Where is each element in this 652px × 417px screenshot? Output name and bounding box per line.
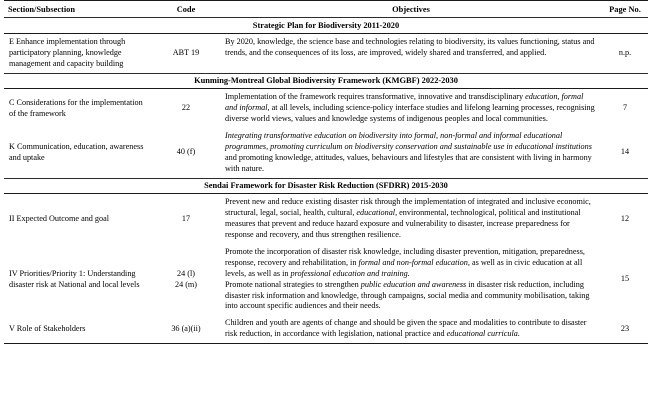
group-header-row	[4, 73, 648, 89]
cell-section: IV Priorities/Priority 1: Understanding disaster risk at National and local levels	[9, 268, 140, 289]
group-header-row	[4, 178, 648, 194]
group-title-kmgbf: Kunming-Montreal Global Biodiversity Framework (KMGBF) 2022-2030	[4, 73, 648, 89]
group-title-sfdrr: Sendai Framework for Disaster Risk Reduction (SFDRR) 2015-2030	[4, 178, 648, 194]
table-body	[4, 18, 648, 344]
cell-page-number: n.p.	[618, 47, 632, 57]
cell-objectives	[220, 244, 602, 315]
column-header-page: Page No.	[602, 1, 648, 18]
cell-code: 24 (m)	[174, 279, 198, 289]
cell-objectives	[220, 194, 602, 244]
cell-page-number: 12	[620, 213, 630, 223]
table-row	[4, 244, 648, 315]
objective-paragraph: Integrating transformative education on biodiversity into formal, non-formal and informal educational programmes, promoting curriculum on biodiversity conservation and sustainable use in educational institutions and promoting knowledge, attitudes, values, behaviours and lifestyles that are consistent with living in harmony with nature.	[225, 130, 592, 173]
cell-code-group	[152, 244, 220, 315]
cell-page-number: 15	[620, 274, 630, 284]
cell-code: ABT 19	[172, 47, 200, 57]
cell-page-number: 23	[602, 315, 648, 343]
cell-code: 36 (a)(ii)	[152, 315, 220, 343]
group-header-row	[4, 18, 648, 34]
objectives-table	[4, 0, 648, 344]
column-header-code: Code	[152, 1, 220, 18]
cell-section: V Role of Stakeholders	[4, 315, 152, 343]
objective-paragraph: Children and youth are agents of change and should be given the space and modalities to contribute to disaster risk reduction, in accordance with legislation, national practice and educational curricula.	[225, 318, 587, 339]
cell-objectives	[220, 128, 602, 178]
table-row	[4, 128, 648, 178]
cell-code: 24 (l)	[177, 268, 195, 278]
column-header-section: Section/Subsection	[4, 1, 152, 18]
objective-paragraph: Promote national strategies to strengthen public education and awareness in disaster risk reduction, including disaster risk information and knowledge, through campaigns, social media and community mobilisation, taking into account specific audiences and their needs.	[225, 279, 590, 311]
cell-objectives	[220, 89, 602, 128]
cell-section: E Enhance implementation through participatory planning, knowledge management and capacity building	[9, 36, 126, 68]
objective-paragraph: Implementation of the framework requires transformative, innovative and transdisciplinary education, formal and informal, at all levels, including science-policy interface studies and lifelong learning processes, recognising diverse world views, values and knowledge systems of indigenous peoples and local communities.	[225, 92, 595, 124]
cell-code: 40 (f)	[176, 147, 196, 157]
objective-paragraph: Prevent new and reduce existing disaster risk through the implementation of integrated and inclusive economic, structural, legal, social, health, cultural, educational, environmental, technological, political and institutional measures that prevent and reduce hazard exposure and vulnerability to disaster, increase preparedness for response and recovery, and thus strengthen resilience.	[225, 197, 591, 239]
column-header-objectives: Objectives	[220, 1, 602, 18]
cell-page-number: 7	[622, 103, 628, 113]
objective-paragraph: By 2020, knowledge, the science base and technologies relating to biodiversity, its values functioning, status and trends, and the consequences of its loss, are improved, widely shared and transferred, and applied.	[225, 36, 595, 57]
cell-objectives	[220, 33, 602, 73]
cell-objectives	[220, 315, 602, 343]
table-row	[4, 194, 648, 244]
table-header-row	[4, 1, 648, 18]
table-row	[4, 315, 648, 343]
table-row	[4, 33, 648, 73]
code-stack	[157, 269, 215, 291]
table-row	[4, 89, 648, 128]
cell-section: II Expected Outcome and goal	[9, 213, 110, 223]
cell-section: C Considerations for the implementation of the framework	[9, 97, 143, 118]
objective-paragraph: Promote the incorporation of disaster risk knowledge, including disaster prevention, mitigation, preparedness, response, recovery and rehabilitation, in formal and non-formal education, as well as in civic education at all levels, as well as in professional education and training.	[225, 246, 585, 278]
cell-code: 22	[181, 103, 191, 113]
group-title-strategic-plan: Strategic Plan for Biodiversity 2011-2020	[4, 18, 648, 34]
cell-section: K Communication, education, awareness and uptake	[9, 141, 144, 162]
cell-page-number: 14	[620, 147, 630, 157]
cell-code: 17	[181, 213, 191, 223]
